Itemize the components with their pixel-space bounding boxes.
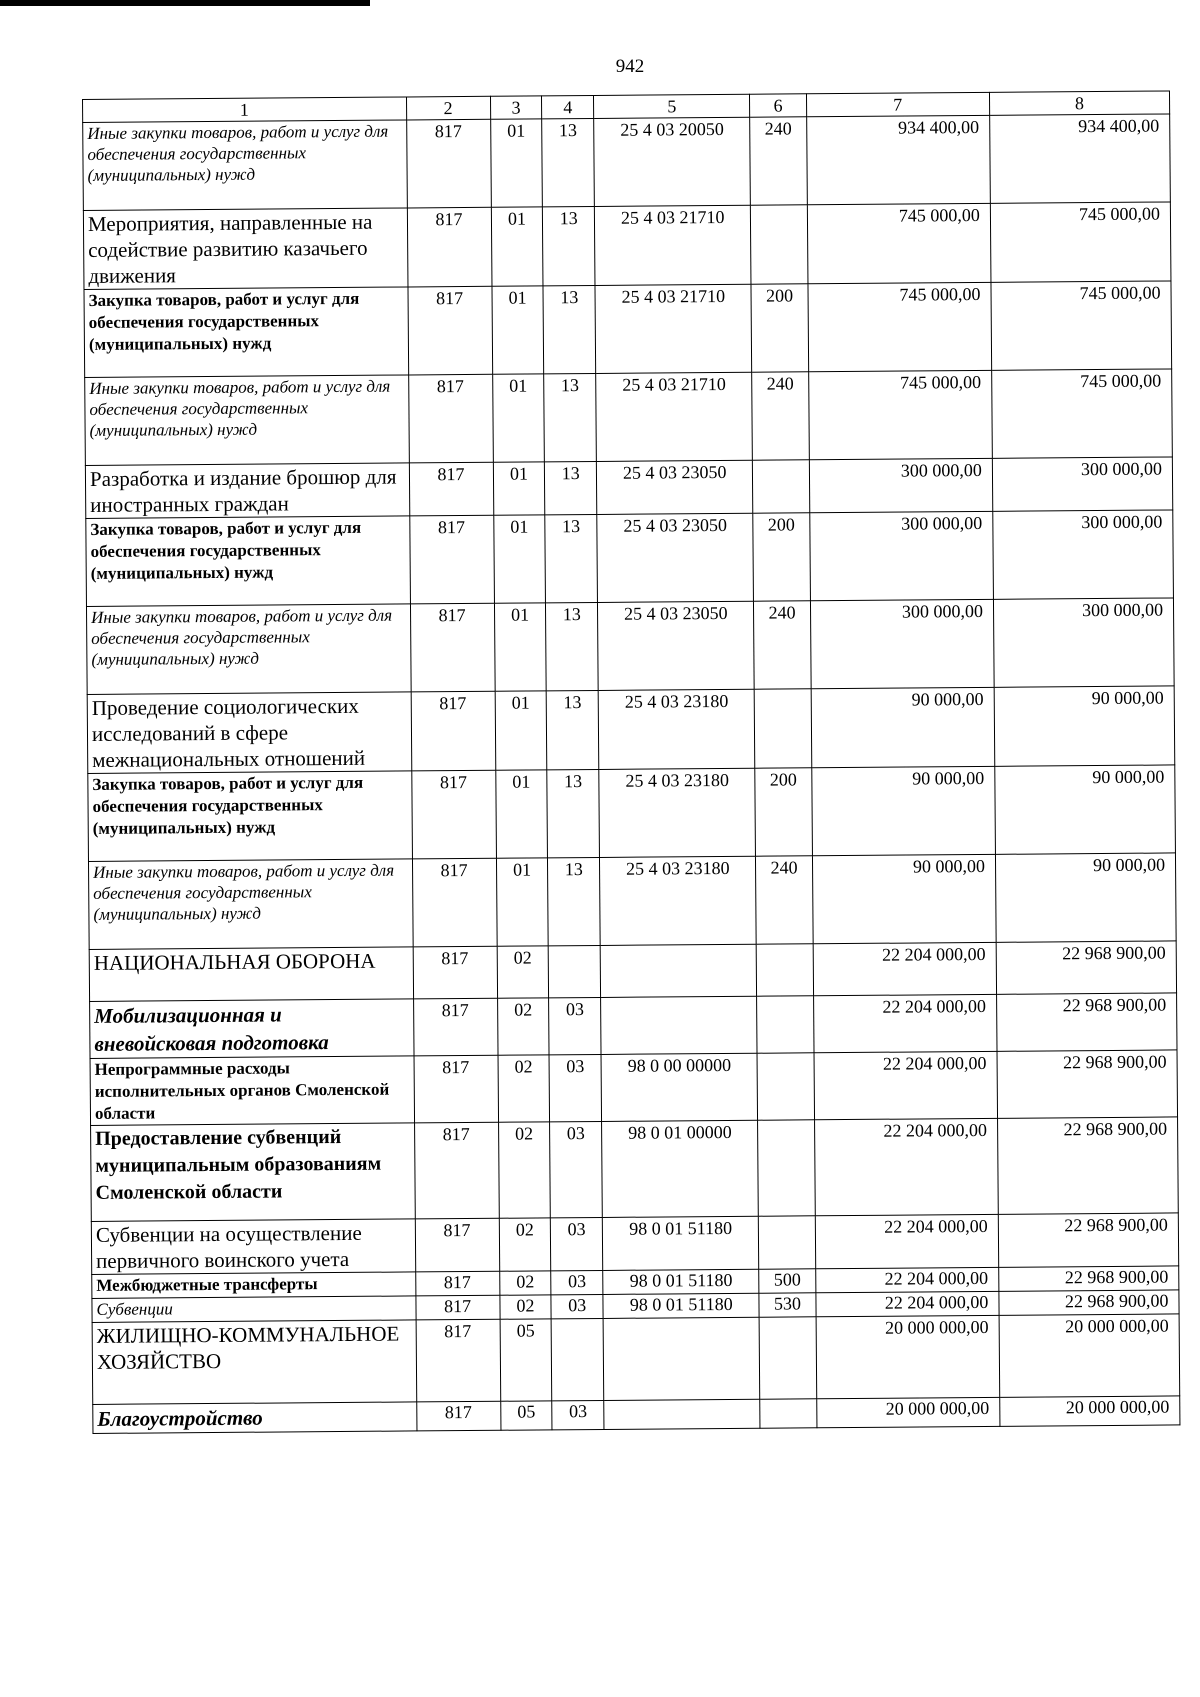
- table-row: [88, 853, 1176, 950]
- expense-type-code: [757, 944, 813, 996]
- amount-year-2: 745 000,00: [991, 281, 1172, 370]
- table-row: [84, 281, 1172, 378]
- target-article-code: 25 4 03 21710: [596, 372, 753, 461]
- target-article-code: [600, 944, 757, 997]
- ministry-code: 817: [410, 603, 495, 692]
- ministry-code: 817: [412, 858, 497, 947]
- amount-year-1: 22 204 000,00: [815, 1214, 999, 1268]
- ministry-code: 817: [411, 691, 496, 771]
- subsection-code: 03: [551, 1270, 603, 1294]
- subsection-code: 03: [549, 1054, 601, 1121]
- table-row: [86, 510, 1174, 607]
- target-article-code: 98 0 01 00000: [602, 1120, 759, 1217]
- target-article-code: 98 0 01 51180: [602, 1216, 759, 1270]
- amount-year-2: 300 000,00: [992, 457, 1173, 511]
- page-number: 942: [615, 56, 645, 77]
- section-code: 02: [497, 946, 549, 998]
- amount-year-1: 22 204 000,00: [814, 1051, 998, 1119]
- target-article-code: 98 0 01 51180: [603, 1269, 760, 1294]
- ministry-code: 817: [415, 1271, 499, 1296]
- amount-year-2: 90 000,00: [995, 853, 1176, 942]
- ministry-code: 817: [414, 1122, 499, 1219]
- section-code: 02: [498, 1122, 551, 1218]
- item-name: Закупка товаров, работ и услуг для обеспечения государственных (муниципальных) нужд: [88, 771, 412, 862]
- ministry-code: 817: [407, 207, 492, 287]
- subsection-code: 03: [549, 997, 601, 1054]
- table-row: [88, 765, 1176, 862]
- expense-type-code: [753, 460, 809, 513]
- item-name: Благоустройство: [93, 1402, 417, 1434]
- target-article-code: 25 4 03 23050: [596, 460, 753, 514]
- target-article-code: 25 4 03 23180: [598, 689, 755, 769]
- subsection-code: 13: [548, 857, 600, 945]
- item-name: Межбюджетные трансферты: [92, 1272, 416, 1299]
- table-row: [83, 202, 1171, 290]
- scan-edge-line: [0, 0, 370, 6]
- amount-year-1: 745 000,00: [808, 282, 992, 371]
- amount-year-2: 22 968 900,00: [997, 1050, 1178, 1118]
- subsection-code: 13: [543, 285, 595, 373]
- table-row: [85, 457, 1172, 519]
- expense-type-code: [759, 1216, 815, 1269]
- amount-year-2: 745 000,00: [992, 369, 1173, 458]
- item-name: ЖИЛИЩНО-КОММУНАЛЬНОЕ ХОЗЯЙСТВО: [92, 1320, 416, 1405]
- item-name: Непрограммные расходы исполнительных органов Смоленской области: [90, 1056, 414, 1126]
- item-name: Иные закупки товаров, работ и услуг для обеспечения государственных (муниципальных) нужд: [85, 375, 409, 466]
- section-code: 05: [500, 1401, 552, 1430]
- ministry-code: 817: [406, 119, 491, 208]
- item-name: НАЦИОНАЛЬНАЯ ОБОРОНА: [89, 947, 413, 1002]
- amount-year-1: 934 400,00: [806, 115, 990, 204]
- target-article-code: 25 4 03 21710: [595, 284, 752, 373]
- subsection-code: 03: [550, 1121, 603, 1217]
- amount-year-2: 90 000,00: [995, 765, 1176, 854]
- expense-type-code: 240: [752, 372, 809, 460]
- expense-type-code: [757, 1053, 814, 1120]
- section-code: 02: [500, 1295, 552, 1319]
- item-name: Иные закупки товаров, работ и услуг для обеспечения государственных (муниципальных) нужд: [83, 120, 407, 211]
- ministry-code: 817: [408, 374, 493, 463]
- table-row: [91, 1213, 1178, 1275]
- expense-type-code: 200: [753, 513, 810, 601]
- item-name: Субвенции на осуществление первичного воинского учета: [91, 1219, 415, 1275]
- subsection-code: 03: [552, 1400, 604, 1429]
- ministry-code: 817: [414, 1055, 499, 1123]
- section-code: 02: [499, 1218, 551, 1271]
- expense-type-code: [755, 689, 812, 768]
- table-row: [86, 598, 1174, 695]
- amount-year-1: 745 000,00: [808, 370, 992, 459]
- amount-year-1: 300 000,00: [809, 458, 993, 512]
- subsection-code: [551, 1318, 603, 1400]
- subsection-code: 03: [551, 1217, 603, 1270]
- ministry-code: 817: [409, 462, 494, 516]
- item-name: Мобилизационная и вневойсковая подготовка: [90, 999, 414, 1059]
- table-row: [83, 114, 1171, 211]
- subsection-code: 13: [544, 373, 596, 461]
- expense-type-code: [751, 205, 808, 284]
- expense-type-code: [757, 996, 814, 1053]
- expense-type-code: 200: [751, 284, 808, 372]
- amount-year-1: 20 000 000,00: [816, 1315, 1000, 1398]
- amount-year-2: 22 968 900,00: [996, 993, 1177, 1051]
- item-name: Закупка товаров, работ и услуг для обеспечения государственных (муниципальных) нужд: [86, 516, 410, 607]
- subsection-code: 13: [545, 461, 597, 514]
- section-code: 01: [495, 770, 547, 858]
- amount-year-1: 300 000,00: [809, 511, 993, 600]
- item-name: Иные закупки товаров, работ и услуг для обеспечения государственных (муниципальных) нужд: [88, 859, 412, 950]
- header-cell: 6: [750, 94, 806, 117]
- table-row: [87, 686, 1175, 774]
- ministry-code: 817: [416, 1319, 501, 1402]
- amount-year-1: 90 000,00: [812, 854, 996, 943]
- expense-type-code: 240: [754, 601, 811, 689]
- header-cell: 5: [594, 94, 751, 118]
- header-cell: 2: [406, 96, 490, 120]
- item-name: Мероприятия, направленные на содействие развитию казачьего движения: [83, 208, 407, 290]
- section-code: 01: [494, 603, 546, 691]
- ministry-code: 817: [416, 1401, 500, 1431]
- item-name: Иные закупки товаров, работ и услуг для обеспечения государственных (муниципальных) нужд: [86, 604, 410, 695]
- amount-year-2: 300 000,00: [993, 598, 1174, 687]
- target-article-code: 25 4 03 23050: [598, 601, 755, 690]
- amount-year-1: 22 204 000,00: [815, 1291, 998, 1316]
- header-cell: 7: [806, 92, 989, 116]
- amount-year-2: 22 968 900,00: [998, 1213, 1179, 1267]
- expense-type-code: 500: [759, 1269, 815, 1293]
- amount-year-2: 22 968 900,00: [996, 941, 1177, 994]
- target-article-code: 25 4 03 23180: [600, 856, 757, 945]
- ministry-code: 817: [407, 286, 492, 375]
- section-code: 01: [496, 858, 548, 946]
- ministry-code: 817: [415, 1295, 499, 1320]
- section-code: 02: [498, 1055, 550, 1122]
- header-cell: 4: [542, 95, 594, 118]
- amount-year-2: 300 000,00: [993, 510, 1174, 599]
- subsection-code: 13: [542, 118, 594, 206]
- subsection-code: 03: [551, 1294, 603, 1318]
- table-row: [91, 1117, 1179, 1222]
- amount-year-1: 22 204 000,00: [813, 994, 997, 1052]
- section-code: 01: [493, 462, 545, 515]
- item-name: Закупка товаров, работ и услуг для обеспечения государственных (муниципальных) нужд: [84, 287, 408, 378]
- amount-year-2: 90 000,00: [994, 686, 1175, 766]
- amount-year-1: 22 204 000,00: [813, 942, 997, 995]
- target-article-code: [603, 1317, 760, 1400]
- subsection-code: [549, 945, 601, 997]
- expense-type-code: [760, 1317, 817, 1399]
- amount-year-1: 22 204 000,00: [815, 1267, 998, 1292]
- amount-year-2: 20 000 000,00: [999, 1314, 1180, 1397]
- amount-year-1: 300 000,00: [810, 599, 994, 688]
- section-code: 01: [492, 374, 544, 462]
- section-code: 01: [492, 286, 544, 374]
- table-row: [90, 1050, 1177, 1126]
- table-row: [92, 1314, 1180, 1405]
- table-row: [90, 993, 1177, 1059]
- amount-year-1: 22 204 000,00: [814, 1118, 998, 1215]
- ministry-code: 817: [415, 1218, 500, 1272]
- target-article-code: [604, 1399, 761, 1429]
- target-article-code: 98 0 00 00000: [601, 1053, 758, 1121]
- ministry-code: 817: [413, 946, 498, 999]
- section-code: 01: [493, 515, 545, 603]
- expense-type-code: [760, 1399, 816, 1428]
- item-name: Субвенции: [92, 1296, 416, 1323]
- target-article-code: 25 4 03 20050: [594, 117, 751, 206]
- header-cell: 1: [83, 97, 407, 123]
- amount-year-2: 934 400,00: [990, 114, 1171, 203]
- expense-type-code: [758, 1120, 815, 1216]
- subsection-code: 13: [547, 690, 599, 769]
- table-row: [89, 941, 1176, 1002]
- amount-year-1: 90 000,00: [811, 766, 995, 855]
- target-article-code: 25 4 03 23050: [597, 513, 754, 602]
- section-code: 01: [490, 119, 542, 207]
- expense-type-code: 240: [750, 117, 807, 205]
- budget-table: [82, 90, 1180, 1434]
- section-code: 05: [500, 1319, 552, 1401]
- target-article-code: [601, 996, 758, 1054]
- amount-year-2: 22 968 900,00: [997, 1117, 1178, 1214]
- header-cell: 3: [490, 96, 542, 119]
- amount-year-2: 22 968 900,00: [999, 1290, 1179, 1315]
- amount-year-1: 745 000,00: [807, 203, 991, 283]
- amount-year-2: 745 000,00: [990, 202, 1171, 282]
- amount-year-1: 20 000 000,00: [816, 1397, 1000, 1427]
- item-name: Разработка и издание брошюр для иностранных граждан: [85, 463, 409, 519]
- target-article-code: 25 4 03 21710: [594, 205, 751, 285]
- section-code: 02: [499, 1271, 551, 1295]
- amount-year-1: 90 000,00: [811, 687, 995, 767]
- target-article-code: 25 4 03 23180: [599, 768, 756, 857]
- section-code: 01: [495, 691, 547, 770]
- item-name: Проведение социологических исследований в сфере межнациональных отношений: [87, 692, 411, 774]
- item-name: Предоставление субвенций муниципальным образованиям Смоленской области: [91, 1123, 415, 1222]
- subsection-code: 13: [545, 514, 597, 602]
- target-article-code: 98 0 01 51180: [603, 1293, 760, 1318]
- section-code: 02: [497, 998, 549, 1055]
- expense-type-code: 240: [756, 856, 813, 944]
- header-cell: 8: [989, 91, 1169, 115]
- ministry-code: 817: [409, 515, 494, 604]
- amount-year-2: 22 968 900,00: [999, 1266, 1179, 1291]
- subsection-code: 13: [547, 769, 599, 857]
- table-row: [85, 369, 1173, 466]
- expense-type-code: 530: [759, 1293, 815, 1317]
- expense-type-code: 200: [755, 768, 812, 856]
- section-code: 01: [491, 207, 543, 286]
- ministry-code: 817: [413, 998, 498, 1056]
- subsection-code: 13: [546, 602, 598, 690]
- subsection-code: 13: [543, 206, 595, 285]
- amount-year-2: 20 000 000,00: [1000, 1396, 1180, 1426]
- ministry-code: 817: [411, 770, 496, 859]
